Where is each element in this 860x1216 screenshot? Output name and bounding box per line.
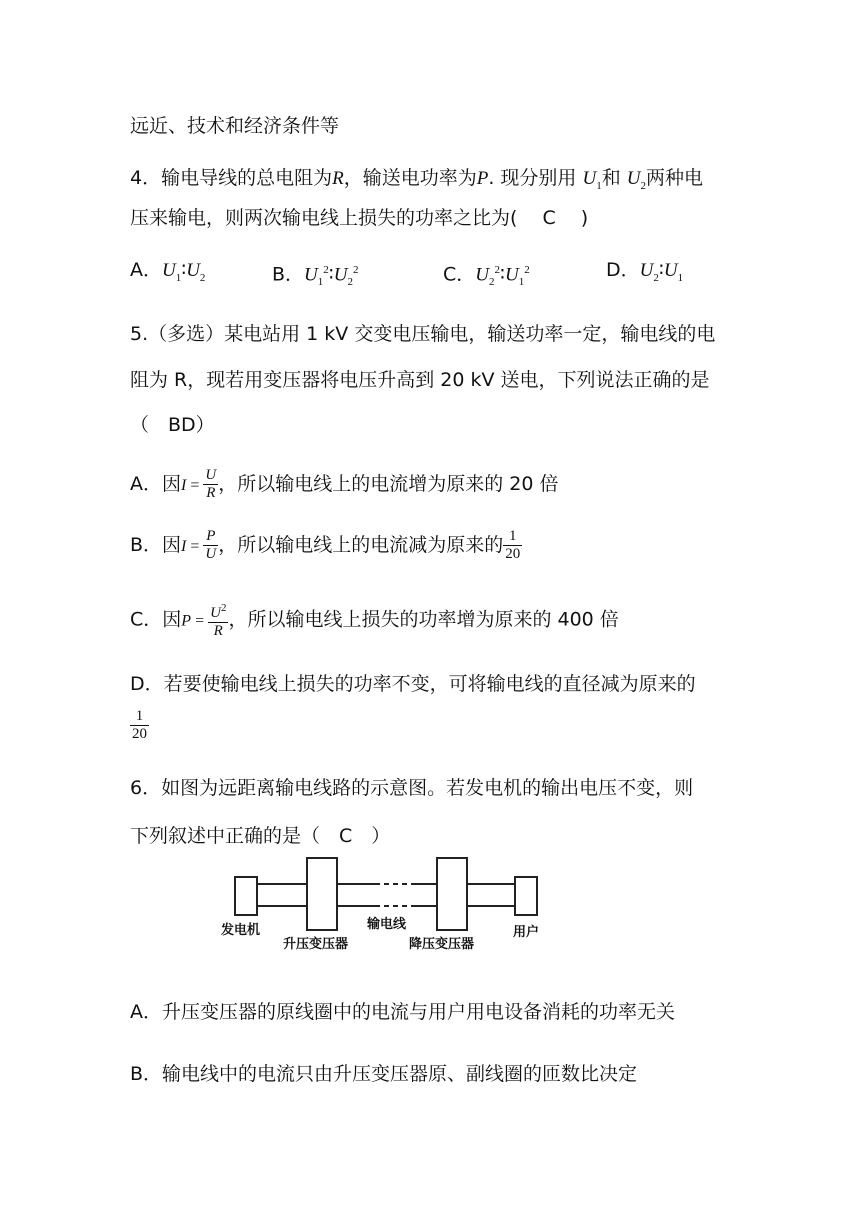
- q4-number: 4．: [130, 167, 162, 189]
- user-box: [515, 877, 537, 915]
- q5-line3: （ BD）: [130, 414, 215, 436]
- label-step-down: 降压变压器: [409, 937, 475, 952]
- fraction-one-twentieth: $\frac{1}{20}$: [505, 528, 521, 562]
- label-line: 输电线: [367, 917, 407, 932]
- q4-option-a: A．$U_1∶U_2$: [130, 259, 206, 284]
- q4-option-d: D．$U_2∶U_1$: [606, 259, 684, 284]
- transmission-diagram: [215, 852, 555, 962]
- step-down-transformer-box: [437, 858, 467, 930]
- q6-option-a: A．升压变压器的原线圈中的电流与用户用电设备消耗的功率无关: [130, 1001, 675, 1023]
- step-up-transformer-box: [307, 858, 337, 930]
- previous-line: 远近、技术和经济条件等: [130, 115, 340, 137]
- label-generator: 发电机: [221, 923, 261, 938]
- q5-option-b: B．因I = $\frac{P}{U}$ ，所以输电线上的电流减为原来的 $\frac{1}{20}$: [130, 528, 521, 562]
- q5-line1: 5.（多选）某电站用 1 kV 交变电压输电，输送功率一定，输电线的电: [130, 323, 716, 345]
- q4-option-c: C．$U_2^2∶U_1^2$: [443, 263, 530, 289]
- q6-line2: 下列叙述中正确的是（ C ）: [130, 825, 391, 847]
- fraction-u2-over-r: $\frac{U^2}{R}$: [210, 602, 227, 639]
- q4-line1: 4．输电导线的总电阻为R，输送电功率为P. 现分别用 $U_1$和 $U_2$两种电: [130, 167, 704, 192]
- q6-line1: 6．如图为远距离输电线路的示意图。若发电机的输出电压不变，则: [130, 777, 694, 799]
- q6-option-b: B．输电线中的电流只由升压变压器原、副线圈的匝数比决定: [130, 1063, 638, 1085]
- generator-box: [235, 877, 257, 915]
- label-step-up: 升压变压器: [283, 937, 349, 952]
- q4-line2: 压来输电，则两次输电线上损失的功率之比为( C ): [130, 207, 589, 229]
- fraction-p-over-u: $\frac{P}{U}$: [205, 528, 217, 562]
- q5-option-c: C．因P = $\frac{U^2}{R}$ ，所以输电线上损失的功率增为原来的 400 倍: [130, 602, 619, 639]
- q5-option-a: A．因I = $\frac{U}{R}$ ，所以输电线上的电流增为原来的 20 倍: [130, 467, 559, 501]
- q5-option-d: D．若要使输电线上损失的功率不变，可将输电线的直径减为原来的: [130, 673, 696, 695]
- q5-line2: 阻为 R，现若用变压器将电压升高到 20 kV 送电，下列说法正确的是: [130, 369, 710, 391]
- fraction-u-over-r: $\frac{U}{R}$: [205, 467, 217, 501]
- q5-option-d-fraction: $\frac{1}{20}$: [132, 708, 147, 742]
- label-user: 用户: [513, 925, 540, 940]
- q4-option-b: B．$U_1^2∶U_2^2$: [272, 263, 359, 289]
